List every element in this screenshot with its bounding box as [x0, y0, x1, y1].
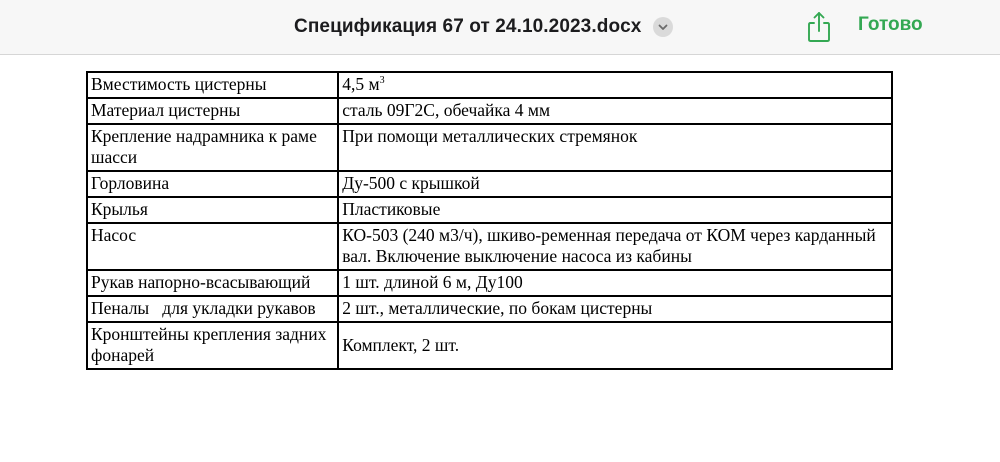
value-cell: Ду-500 с крышкой: [338, 171, 892, 197]
share-icon[interactable]: [804, 10, 834, 44]
value-cell: 2 шт., металлические, по бокам цистерны: [338, 296, 892, 322]
value-cell: Пластиковые: [338, 197, 892, 223]
param-cell: Пеналы для укладки рукавов: [87, 296, 338, 322]
table-row: [87, 223, 892, 270]
table-row: [87, 270, 892, 296]
param-cell: Горловина: [87, 171, 338, 197]
value-cell: При помощи металлических стремянок: [338, 124, 892, 171]
param-cell: Крылья: [87, 197, 338, 223]
value-cell: сталь 09Г2С, обечайка 4 мм: [338, 98, 892, 124]
value-cell: [338, 72, 892, 98]
table-row: [87, 72, 892, 98]
chevron-down-icon[interactable]: [653, 17, 673, 37]
param-cell: Кронштейны крепления задних фонарей: [87, 322, 338, 369]
param-cell: Материал цистерны: [87, 98, 338, 124]
table-row: [87, 171, 892, 197]
value-cell: КО-503 (240 м3/ч), шкиво-ременная передача от КОМ через карданный вал. Включение выключение насоса из кабины: [338, 223, 892, 270]
param-cell: Крепление надрамника к раме шасси: [87, 124, 338, 171]
value-superscript: 3: [379, 75, 385, 86]
done-button[interactable]: Готово: [858, 14, 923, 35]
value-text: 4,5 м: [342, 74, 380, 94]
param-cell: Насос: [87, 223, 338, 270]
document-title: Спецификация 67 от 24.10.2023.docx: [294, 16, 642, 37]
table-row: [87, 322, 892, 369]
table-row: [87, 296, 892, 322]
document-title-button[interactable]: [294, 12, 673, 42]
document-toolbar: [0, 0, 1000, 55]
table-row: [87, 197, 892, 223]
param-cell: Рукав напорно-всасывающий: [87, 270, 338, 296]
specification-table: [86, 71, 893, 370]
table-row: [87, 98, 892, 124]
document-viewer[interactable]: [0, 55, 1000, 462]
value-cell: Комплект, 2 шт.: [338, 322, 892, 369]
table-row: [87, 124, 892, 171]
value-cell: 1 шт. длиной 6 м, Ду100: [338, 270, 892, 296]
param-cell: Вместимость цистерны: [87, 72, 338, 98]
